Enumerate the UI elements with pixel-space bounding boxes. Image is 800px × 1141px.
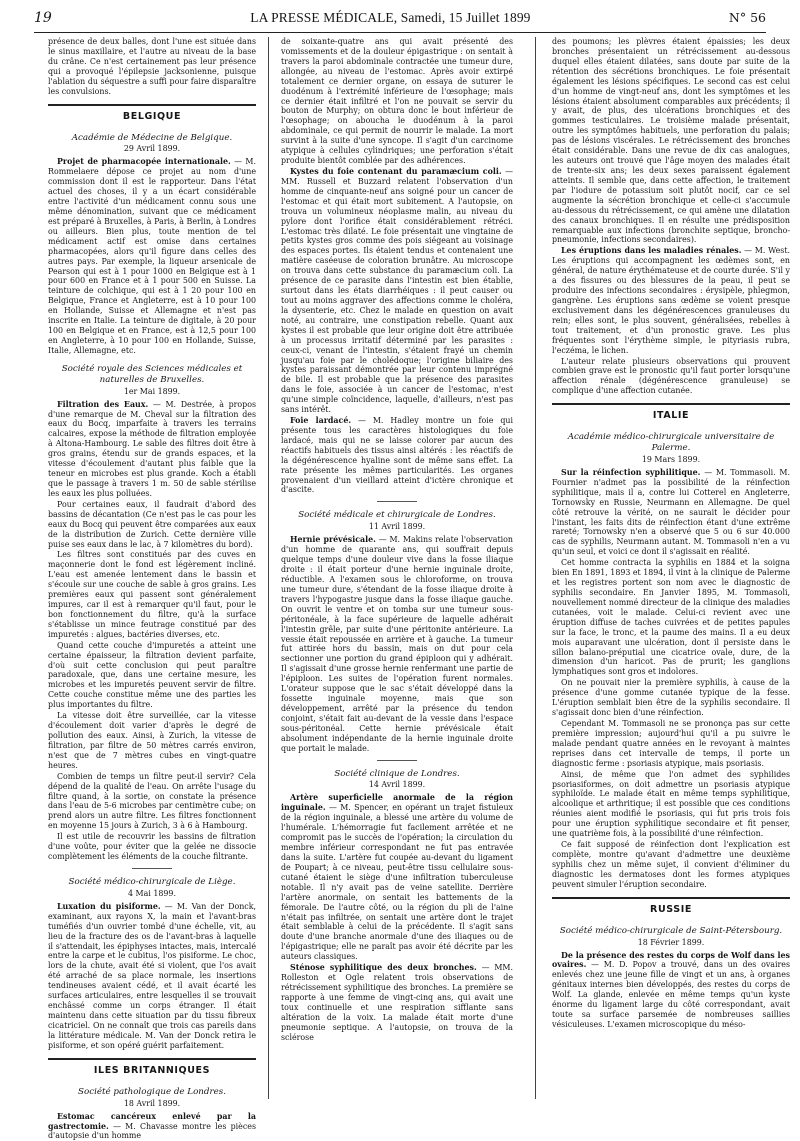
article-title: Sténose syphilitique des deux bronches. (290, 963, 477, 973)
society-heading: Société médico-chirurgicale de Liège. (68, 877, 236, 887)
column-rule (535, 37, 536, 1099)
paragraph: Ce fait supposé de réinfection dont l'explication est complète, montre qu'avant d'admettre une deuxième syphilis chez un même sujet, il convient d'éliminer du diagnostic les dermatoses dont les formes atypiques peuvent simuler l'éruption secondaire. (552, 840, 790, 889)
article-title: Les éruptions dans les maladies rénales. (561, 246, 742, 256)
article-title: Kystes du foie contenant du paramæcium coli. (290, 166, 502, 176)
paragraph: Cet homme contracta la syphilis en 1884 et la soigna bien En 1891, 1893 et 1894, il vint à la clinique de Palerme et les registres portent son nom avec le diagnostic de syphilis secondaire. En Janvier 1895, M. Tommasoli, nouvellement nommé directeur de la clinique des maladies cutanées, voit le malade. Celui-ci revient avec une éruption diffuse de taches cuivrées et de petites papules sur la face, le tronc, et la paume des mains. Il a eu deux mois auparavant une ulcération, dont il persiste dans le sillon balano-préputial une cicatrice ovale, dure, de la dimension d'un haricot. Pas de prurit; les ganglions lymphatiques sont gros et indolores. (552, 558, 790, 677)
article-paragraph (281, 535, 513, 753)
session-date: 29 Avril 1899. (123, 144, 181, 154)
article-title: Luxation du pisiforme. (57, 901, 161, 911)
divider (377, 501, 417, 502)
paragraph: Quand cette couche d'impuretés a atteint une certaine épaisseur, la filtration devient parfaite, d'où suit cette conclusion qui peut paraître paradoxale, que, dans une certaine mesure, les microbes et les impuretés peuvent servir de filtre. Cette couche constitue même une des parties les plus importantes du filtre. (48, 640, 256, 710)
article-paragraph (552, 951, 790, 1030)
section-heading-belgique: BELGIQUE (48, 104, 256, 125)
paragraph: des poumons; les plèvres étaient épaissies; les deux bronches présentaient un rétrécissement au-dessous duquel elles étaient dilatées, sans doute par suite de la rétention des sécrétions bronchiques. Le foie présentait également les lésions spécifiques. Le second cas est celui d'un homme de vingt-neuf ans, dont les symptômes et les lésions étaient absolument comparables aux précédents; il y avait, de plus, des ulcérations bronchiques et des gommes testiculaires. Le troisième malade présentait, outre les symptômes habituels, une perforation du palais; pas de lésions viscérales. Le rétrécissement des bronches était considérable. Dans une revue de dix cas analogues, les auteurs ont trouvé que l'âge moyen des malades était de trente-six ans; les deux sexes paraissent également atteints. Il semble que, dans cette affection, le traitement par l'iodure de potassium soit plutôt nocif, car ce sel augmente la sécrétion bronchique et celle-ci s'accumule au-dessous du rétrécissement, ce qui amène une dilatation des canaux bronchiques. Il en résulte une prédisposition remarquable aux infections (bronchite septique, broncho-pneumonie, infections secondaires). (552, 37, 790, 245)
article-title: Foie lardacé. (290, 416, 352, 426)
column-2 (281, 37, 513, 1099)
article-text: — MM. Rolleston et Ogle relatent trois observations de rétrécissement syphilitique des bronches. La première se rapporte à une femme de vingt-cinq ans, qui avait une toux continuelle et une respiration sifflante sans altération de la voix. La malade était morte d'une pneumonie septique. A l'autopsie, on trouva de la sclérose (281, 963, 514, 1042)
paragraph: Combien de temps un filtre peut-il servir? Cela dépend de la qualité de l'eau. On arrête l'usage du filtre quand, à la sortie, on constate la présence dans l'eau de 5-6 microbes par centimètre cube; on prend alors un autre filtre. Les filtres fonctionnent en moyenne 15 jours à Zurich, 3 à 6 à Hambourg. (48, 771, 256, 831)
article-text: — M. Van der Donck, examinant, aux rayons X, la main et l'avant-bras tuméfiés d'un ouvrier tombé d'une échelle, vit, au lieu de la fracture des os de l'avant-bras à laquelle il s'attendait, les épiphyses intactes, mais, intercalé entre la carpe et le cubitus, l'os pisiforme. Le choc, lors de la chute, avait été si violent, que l'os avait été arraché de sa place normale, les insertions tendineuses avaient cédé, et il avait écarté les surfaces articulaires, entre lesquelles il se trouvait enchâssé comme un corps étranger. Il était maintenu dans cette situation par du tissu fibreux cicatriciel. On ne connaît que trois cas pareils dans la littérature médicale. M. Van der Donck retira le pisiforme, et son opéré guérit parfaitement. (48, 901, 256, 1050)
article-paragraph (48, 400, 256, 499)
article-text: — MM. Russell et Buzzard relatent l'observation d'un homme de cinquante-neuf ans soigné pour un cancer de l'estomac et qui était mort subitement. A l'autopsie, on trouva un volumineux néoplasme malin, au niveau du pylore dont l'orifice était considérablement rétréci. L'estomac très dilaté. Le foie présentait une vingtaine de petits kystes gros comme des pois siégeant au voisinage des espaces portes. Ils étaient tendus et contenaient une matière caséeuse de coloration brunâtre. Au microscope on trouva dans cette substance du paramæcium coli. La présence de ce parasite dans l'intestin est bien établie, surtout dans les états diarrhéiques : il peut causer ou tout au moins aggraver des affections comme le choléra, la dysenterie, etc. Chez le malade en question on avait noté, au contraire, une constipation rebelle. Quant aux kystes il est probable que leur origine doit être attribuée à un processus irritatif déterminé par les parasites : ceux-ci, venant de l'intestin, s'étaient frayé un chemin jusqu'au foie par le cholédoque; l'origine biliaire des kystes paraissant démontrée par leur contenu imprégné de bile. Il est probable que la présence des parasites dans le foie, associée à un cancer de l'estomac, n'est qu'une simple coïncidence, laquelle, d'ailleurs, n'est pas sans intérêt. (281, 166, 513, 415)
article-paragraph (48, 1112, 256, 1141)
article-paragraph (48, 902, 256, 1051)
paragraph: La vitesse doit être surveillée, car la vitesse d'écoulement doit varier d'après le degré de pollution des eaux. Ainsi, à Zurich, la vitesse de filtration, par filtre de 50 mètres carrés environ, n'est que de 7 mètres cubes en vingt-quatre heures. (48, 711, 256, 770)
session-date: 18 Février 1899. (637, 937, 705, 947)
paragraph: Cependant M. Tommasoli ne se prononça pas sur cette première impression; aujourd'hui qu'il a pu suivre le malade pendant quatre années en le revoyant à maintes reprises dans cet intervalle de temps, il porte un diagnostic ferme : psoriasis atypique, mais psoriasis. (552, 718, 790, 768)
journal-title: LA PRESSE MÉDICALE, Samedi, 15 Juillet 1899 (250, 10, 531, 25)
article-text: — M. Tommasoli. M. Fournier n'admet pas la possibilité de la réinfection syphilitique, mais il a, contre lui Cotterel en Angleterre, Tornowsky en Russie, Neurmann en Allemagne. De quel côté retrouve la vérité, on ne saurait le décider pour l'instant, les faits dits de réinfection étant d'une extrême rareté; Tornowsky n'en a observé que 5 ou 6 sur 40.000 cas de syphilis, Neurmann autant. M. Tommasoli n'en a vu qu'un seul, et voici ce dont il s'agissait en réalité. (552, 467, 790, 557)
article-title: Hernie prévésicale. (290, 535, 376, 545)
issue-number: N° 56 (728, 10, 766, 25)
article-paragraph (281, 416, 513, 495)
article-paragraph (281, 167, 513, 415)
article-paragraph (281, 793, 513, 962)
section-heading-iles-britanniques: ILES BRITANNIQUES (48, 1058, 256, 1079)
article-text: — M. Chavasse montre les pièces d'autopsie d'un homme (48, 1121, 256, 1141)
article-title: Artère superficielle anormale de la région inguinale. (281, 793, 513, 813)
article-title: Estomac cancéreux enlevé par la gastrectomie. (48, 1111, 256, 1131)
session-date: 1er Mai 1899. (123, 386, 181, 396)
divider (132, 868, 172, 869)
article-text: — M. D. Popov a trouvé, dans un des ovaires enlevés chez une jeune fille de vingt et un ans, à organes génitaux internes bien développés, des restes du corps de Wolf. La glande, enlevée en même temps qu'un kyste énorme du ligament large du côté correspondant, avait toute sa surface parsemée de nombreuses saillies vésiculeuses. L'examen microscopique du méso- (552, 960, 790, 1029)
section-heading-russie: RUSSIE (552, 897, 790, 918)
column-rule (268, 37, 269, 1099)
society-heading: Société médicale et chirurgicale de Londres. (298, 510, 496, 521)
article-paragraph (552, 246, 790, 355)
article-title: Filtration des Eaux. (57, 399, 149, 409)
article-text: — M. Rommelaere dépose ce projet au nom d'une commission dont il est le rapporteur. Dans l'état actuel des choses, il y a un écart considérable entre l'activité d'un médicament connu sous une même dénomination, suivant que ce médicament est préparé à Bruxelles, à Paris, à Berlin, à Londres ou ailleurs. Bien plus, toute mention de tel médicament actif est omise dans certaines pharmacopées, alors qu'il figure dans celles des autres pays. Par exemple, la liqueur arsenicale de Pearson qui est à 1 pour 1000 en Belgique est à 1 pour 600 en France et à 1 pour 500 en Suisse. La teinture de colchique, qui est à 1 20 pour 100 en Belgique, France et Angleterre, est à 10 pour 100 en Hollande, Suisse et Allemagne et n'est pas inscrite en Italie. La teinture de digitale, à 20 pour 100 en Belgique et en France, est à 12,5 pour 100 en Angleterre, à 10 pour 100 en Hollande, Suisse, Italie, Allemagne, etc. (48, 157, 256, 355)
article-text: — M. Hadley montre un foie qui présente tous les caractères histologiques du foie lardacé, mais qui ne se laisse colorer par aucun des réactifs habituels des tissus ainsi altérés : les réactifs de la dégénérescence hyaline sont de même sans effet. La rate présente les mêmes particularités. Les organes provenaient d'un vieillard atteint d'ictère chronique et d'ascite. (281, 416, 513, 495)
column-3 (552, 37, 790, 1099)
paragraph: On ne pouvait nier la première syphilis, à cause de la présence d'une gomme cutanée typique de la fesse. L'éruption semblait bien être de la syphilis secondaire. Il s'agissait donc bien d'une réinfection. (552, 678, 790, 718)
society-heading: Académie de Médecine de Belgique. (71, 132, 233, 143)
paragraph: Les filtres sont constitués par des cuves en maçonnerie dont le fond est légèrement incliné. L'eau est amenée lentement dans le bassin et s'écoule sur une couche de sable à gros grains. Les premières eaux qui passent sont généralement impures, car il est à remarquer qu'il faut, pour le bon fonctionnement du filtre, qu'à la surface s'établisse un mince feutrage constitué par des impuretés : algues, bactéries diverses, etc. (48, 550, 256, 639)
session-date: 14 Avril 1899. (368, 780, 426, 790)
society-heading: Société médico-chirurgicale de Saint-Pétersbourg. (559, 925, 783, 936)
session-date: 4 Mai 1899. (128, 888, 176, 898)
society-heading: Académie médico-chirurgicale universitaire de Palerme. (567, 432, 775, 454)
article-paragraph (552, 468, 790, 557)
paragraph: Il est utile de recouvrir les bassins de filtration d'une voûte, pour éviter que la gelée ne dissocie complètement les éléments de la couche filtrante. (48, 832, 256, 862)
section-heading-italie: ITALIE (552, 403, 790, 424)
paragraph: Pour certaines eaux, il faudrait d'abord des bassins de décantation (Ce n'est pas le cas pour les eaux du Bocq qui peuvent être comparées aux eaux de la distribution de Zurich. Cette dernière ville puise ses eaux dans le lac, à 7 kilomètres du bord). (48, 499, 256, 549)
paragraph: L'auteur relate plusieurs observations qui prouvent combien grave est le pronostic qu'il faut porter lorsqu'une affection rénale (dégénérescence granuleuse) se complique d'une affection cutanée. (552, 356, 790, 396)
article-text: — M. Destrée, à propos d'une remarque de M. Cheval sur la filtration des eaux du Bocq, imparfaite à travers les terrains calcaires, expose la méthode de filtration employée à Altona-Hambourg. Le sable des filtres doit être à gros grains, étendu sur de grands espaces, et la vitesse d'écoulement d'autant plus faible que la teneur en microbes est plus grande. Koch a établi que le passage à travers 1 m. 50 de sable stérilise les eaux les plus polluées. (48, 399, 256, 498)
article-title: Sur la réinfection syphilitique. (561, 467, 701, 477)
society-heading: Société pathologique de Londres. (78, 1086, 226, 1097)
article-text: — M. West. Les éruptions qui accompagnent les œdèmes sont, en général, de nature érythémateuse et de courte durée. S'il y a des fissures ou des blessures de la peau, il peut se produire des infections secondaires : érysipèle, phlegmon, gangrène. Les éruptions sans œdème se voient presque exclusivement dans les dégénérescences granuleuses du rein; elles sont, le plus souvent, généralisées, rebelles à tout traitement, et d'un pronostic grave. Les plus fréquentes sont l'érythème simple, le pityriasis rubra, l'eczéma, le lichen. (552, 246, 790, 355)
paragraph: Ainsi, de même que l'on admet des syphilides psoriasiformes, on doit admettre un psoriasis atypique syphiloïde. Le malade était en même temps syphilitique, alcoolique et arthritique; il est possible que ces conditions réunies aient modifié le psoriasis, qui fut pris trois fois pour une éruption syphilitique secondaire et fit penser, une quatrième fois, à la possibilité d'une réinfection. (552, 769, 790, 839)
article-text: — M. Makins relate l'observation d'un homme de quarante ans, qui souffrait depuis quelque temps d'une douleur vive dans la fosse iliaque droite : il était porteur d'une hernie inguinale droite, réductible. A l'examen sous le chloroforme, on trouva une tumeur dure, s'étendant de la fosse iliaque droite à travers l'hypogastre jusque dans la fosse iliaque gauche. On ouvrit le ventre et on tomba sur une tumeur sous-péritonéale, à la face supérieure de laquelle adhérait l'intestin grêle, par suite d'une péritonite antérieure. La vessie était repoussée en arrière et à gauche. La tumeur fut attirée hors du bassin, mais on dut pour cela sectionner une portion du grand épiploon qui y adhérait. Il s'agissait d'une grosse hernie renfermant une partie de l'épiploon. Les suites de l'opération furent normales. L'orateur suppose que le sac s'était développé dans la fossette inguinale moyenne, mais que son développement, arrêté par la présence du tendon conjoint, s'était fait au-devant de la vessie dans l'espace sous-péritonéal. Cette hernie prévésicale était absolument indépendante de la hernie inguinale droite que portait le malade. (281, 535, 513, 753)
paragraph: présence de deux balles, dont l'une est située dans le sinus maxillaire, et l'autre au niveau de la base du crâne. Ce n'est certainement pas leur présence qui a provoqué l'épilepsie jacksonienne, puisque l'ablation du séquestre a suffi pour faire disparaître les convulsions. (48, 37, 256, 96)
column-1 (48, 37, 256, 1141)
divider (377, 760, 417, 761)
session-date: 18 Avril 1899. (123, 1098, 181, 1108)
society-heading: Société clinique de Londres. (334, 768, 460, 779)
paragraph: de soixante-quatre ans qui avait présenté des vomissements et de la douleur épigastrique : on sentait à travers la paroi abdominale contractée une tumeur dure, allongée, au niveau de l'estomac. Après avoir extirpé totalement ce dernier organe, on essaya de suturer le duodénum à l'extrémité inférieure de l'œsophage; mais ce dernier était infiltré et l'on ne pouvait se servir du bouton de Murphy; on obtura donc le bout inférieur de l'œsophage; on aboucha le duodénum à la paroi abdominale, ce qui permit de nourrir le malade. La mort survint à la suite d'une syncope. Il s'agit d'un carcinome atypique à cellules cylindriques; une perforation s'était produite bientôt comblée par des adhérences. (281, 37, 513, 166)
session-date: 11 Avril 1899. (368, 522, 426, 532)
page-number: 19 (34, 10, 52, 26)
article-title: Projet de pharmacopée internationale. (57, 157, 231, 167)
running-head (34, 10, 766, 33)
article-paragraph (48, 157, 256, 355)
session-date: 19 Mars 1899. (641, 454, 701, 464)
society-heading: Société royale des Sciences médicales et naturelles de Bruxelles. (61, 363, 243, 385)
article-title: De la présence des restes du corps de Wolf dans les ovaires. (552, 950, 790, 970)
article-text: — M. Spencer, en opérant un trajet fistuleux de la région inguinale, a blessé une artère du volume de l'humérale. L'hémorragie fut facilement arrêtée et ne compromit pas le succès de l'opération; la circulation du membre inférieur correspondant ne fut pas entravée dans la suite. L'artère fut coupée au-devant du ligament de Poupart; à ce niveau, peut-être tissu cellulaire sous-cutané étaient le siège d'une infiltration tuberculeuse notable. Il n'y avait pas de veine satellite. Derrière l'artère anormale, on sentait les battements de la fémorale. De l'autre côté, ou la région du pli de l'aine n'était pas infiltrée, on sentait une artère dont le trajet était semblable à celui de la précédente. Il s'agit sans doute d'une branche anormale d'une des iliaques ou de l'épigastrique; elle ne paraît pas avoir été décrite par les auteurs classiques. (281, 803, 513, 962)
article-paragraph (281, 963, 513, 1042)
